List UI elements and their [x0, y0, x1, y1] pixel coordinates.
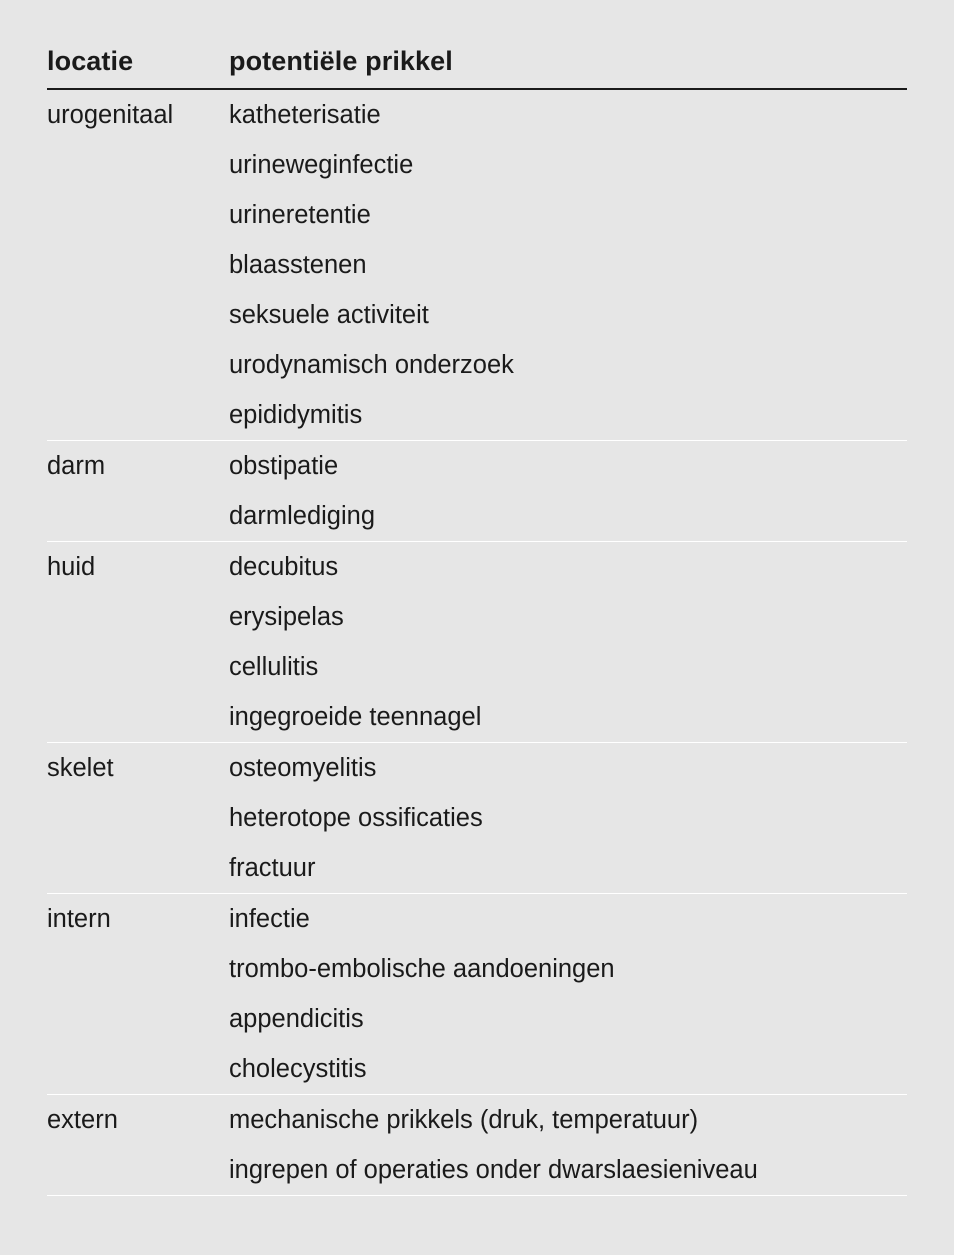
cell-prikkel: heterotope ossificaties: [229, 804, 483, 832]
cell-locatie: [47, 290, 229, 340]
cell-locatie: [47, 240, 229, 290]
table-footer-rule: [47, 1196, 907, 1235]
column-header-locatie: locatie: [47, 46, 229, 89]
footer-cell: [47, 1196, 229, 1235]
table-row: [47, 894, 907, 945]
cell-prikkel: decubitus: [229, 542, 907, 593]
column-header-prikkel: potentiële prikkel: [229, 46, 907, 89]
cell-prikkel: fractuur: [229, 854, 316, 882]
cell-prikkel: urodynamisch onderzoek: [229, 351, 514, 379]
cell-locatie: [47, 692, 229, 743]
cell-prikkel: katheterisatie: [229, 101, 381, 129]
cell-prikkel: osteomyelitis: [229, 743, 907, 794]
cell-prikkel: appendicitis: [229, 1005, 364, 1033]
cell-locatie: intern: [47, 894, 229, 945]
cell-prikkel: darmlediging: [229, 502, 376, 530]
cell-locatie: [47, 390, 229, 441]
table-row: [47, 441, 907, 492]
table-body: [47, 89, 907, 1234]
cell-locatie: [47, 1044, 229, 1095]
cell-locatie: [47, 592, 229, 642]
cell-prikkel: seksuele activiteit: [229, 301, 429, 329]
table-row: [47, 290, 907, 340]
table-row: [47, 390, 907, 441]
table-row: [47, 743, 907, 794]
cell-locatie: [47, 340, 229, 390]
cell-prikkel: erysipelas: [229, 603, 344, 631]
table-row: [47, 1044, 907, 1095]
table-row: [47, 642, 907, 692]
cell-prikkel: cholecystitis: [229, 1055, 367, 1083]
cell-prikkel: ingegroeide teennagel: [229, 703, 482, 731]
cell-prikkel: ingrepen of operaties onder dwarslaesieniveau: [229, 1156, 758, 1184]
cell-locatie: [47, 793, 229, 843]
cell-prikkel: infectie: [229, 894, 907, 945]
cell-locatie: [47, 1145, 229, 1196]
table-row: [47, 491, 907, 542]
cell-prikkel: trombo-embolische aandoeningen: [229, 955, 615, 983]
cell-locatie: [47, 140, 229, 190]
cell-locatie: extern: [47, 1095, 229, 1146]
cell-locatie: huid: [47, 542, 229, 593]
table-row: [47, 1145, 907, 1196]
table-row: [47, 1095, 907, 1146]
stimulus-table-container: [47, 46, 907, 1234]
table-row: [47, 843, 907, 894]
cell-locatie: skelet: [47, 743, 229, 794]
cell-prikkel: urineweginfectie: [229, 151, 414, 179]
table-row: [47, 340, 907, 390]
cell-locatie: urogenitaal: [47, 101, 174, 129]
table-row: [47, 793, 907, 843]
cell-locatie: [47, 190, 229, 240]
cell-prikkel: mechanische prikkels (druk, temperatuur): [229, 1095, 907, 1146]
cell-locatie: [47, 491, 229, 542]
table-row: [47, 542, 907, 593]
table-row: [47, 240, 907, 290]
cell-locatie: [47, 944, 229, 994]
cell-locatie: [47, 994, 229, 1044]
table-row: [47, 140, 907, 190]
table-row: [47, 692, 907, 743]
table-row: [47, 190, 907, 240]
table-row: [47, 89, 907, 140]
table-row: [47, 944, 907, 994]
table-row: [47, 592, 907, 642]
cell-prikkel: urineretentie: [229, 201, 371, 229]
stimulus-table: [47, 46, 907, 1234]
cell-locatie: [47, 642, 229, 692]
table-header: [47, 46, 907, 89]
cell-prikkel: epididymitis: [229, 401, 363, 429]
cell-prikkel: cellulitis: [229, 653, 319, 681]
table-header-row: [47, 46, 907, 89]
cell-locatie: [47, 843, 229, 894]
table-row: [47, 994, 907, 1044]
cell-prikkel: blaasstenen: [229, 251, 367, 279]
cell-locatie: darm: [47, 441, 229, 492]
footer-cell: [229, 1196, 907, 1235]
cell-prikkel: obstipatie: [229, 441, 907, 492]
